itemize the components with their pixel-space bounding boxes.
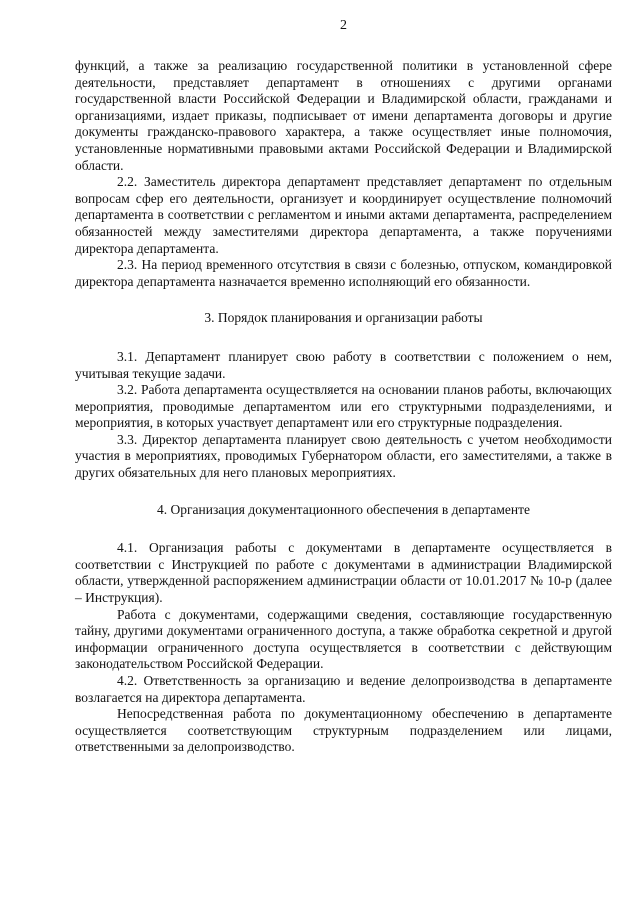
paragraph-4-2: 4.2. Ответственность за организацию и ведение делопроизводства в департаменте возлагается на директора департамента.	[75, 673, 612, 705]
paragraph-2-1-continued: функций, а также за реализацию государственной политики в установленной сфере деятельности, представляет департамент в отношениях с другими органами государственной власти Российской Федерации и Владимирской области, гражданами и организациями, издает приказы, подписывает от имени департамента договоры и другие документы гражданско-правового характера, а также осуществляет иные полномочия, установленные нормативными правовыми актами Российской Федерации и Владимирской области.	[75, 58, 612, 173]
section-4-heading: 4. Организация документационного обеспечения в департаменте	[157, 501, 530, 517]
paragraph-2-3: 2.3. На период временного отсутствия в связи с болезнью, отпуском, командировкой директора департамента назначается временно исполняющий его обязанности.	[75, 257, 612, 289]
paragraph-4-2-direct-work: Непосредственная работа по документационному обеспечению в департаменте осуществляется соответствующим структурным подразделением или лицами, ответственными за делопроизводство.	[75, 706, 612, 755]
paragraph-2-2: 2.2. Заместитель директора департамент представляет департамент по отдельным вопросам сфер его деятельности, организует и координирует осуществление полномочий департамента в соответствии с регламентом и иными актами департамента, распределением обязанностей между заместителями директора департамента, а также поручениями директора департамента.	[75, 174, 612, 256]
section-3-heading: 3. Порядок планирования и организации работы	[204, 310, 483, 326]
paragraph-3-3: 3.3. Директор департамента планирует свою деятельность с учетом необходимости участия в мероприятиях, проводимых Губернатором области, его заместителями, а также в других обязательных для него плановых мероприятиях.	[75, 431, 612, 481]
paragraph-3-2: 3.2. Работа департамента осуществляется на основании планов работы, включающих мероприятия, проводимые департаментом или его структурными подразделениями, и мероприятия, в которых участвует департамент или его структурные подразделения.	[75, 382, 612, 431]
paragraph-4-1: 4.1. Организация работы с документами в департаменте осуществляется в соответствии с Инструкцией по работе с документами в администрации Владимирской области, утвержденной распоряжением администрации области от 10.01.2017 № 10-р (далее – Инструкция).	[75, 540, 612, 606]
paragraph-4-1-classified: Работа с документами, содержащими сведения, составляющие государственную тайну, другими документами ограниченного доступа, а также обработка секретной и другой информации ограниченного доступа осуществляется в соответствии с действующим законодательством Российской Федерации.	[75, 606, 612, 672]
page-number: 2	[340, 18, 347, 33]
paragraph-3-1: 3.1. Департамент планирует свою работу в соответствии с положением о нем, учитывая текущие задачи.	[75, 348, 612, 381]
